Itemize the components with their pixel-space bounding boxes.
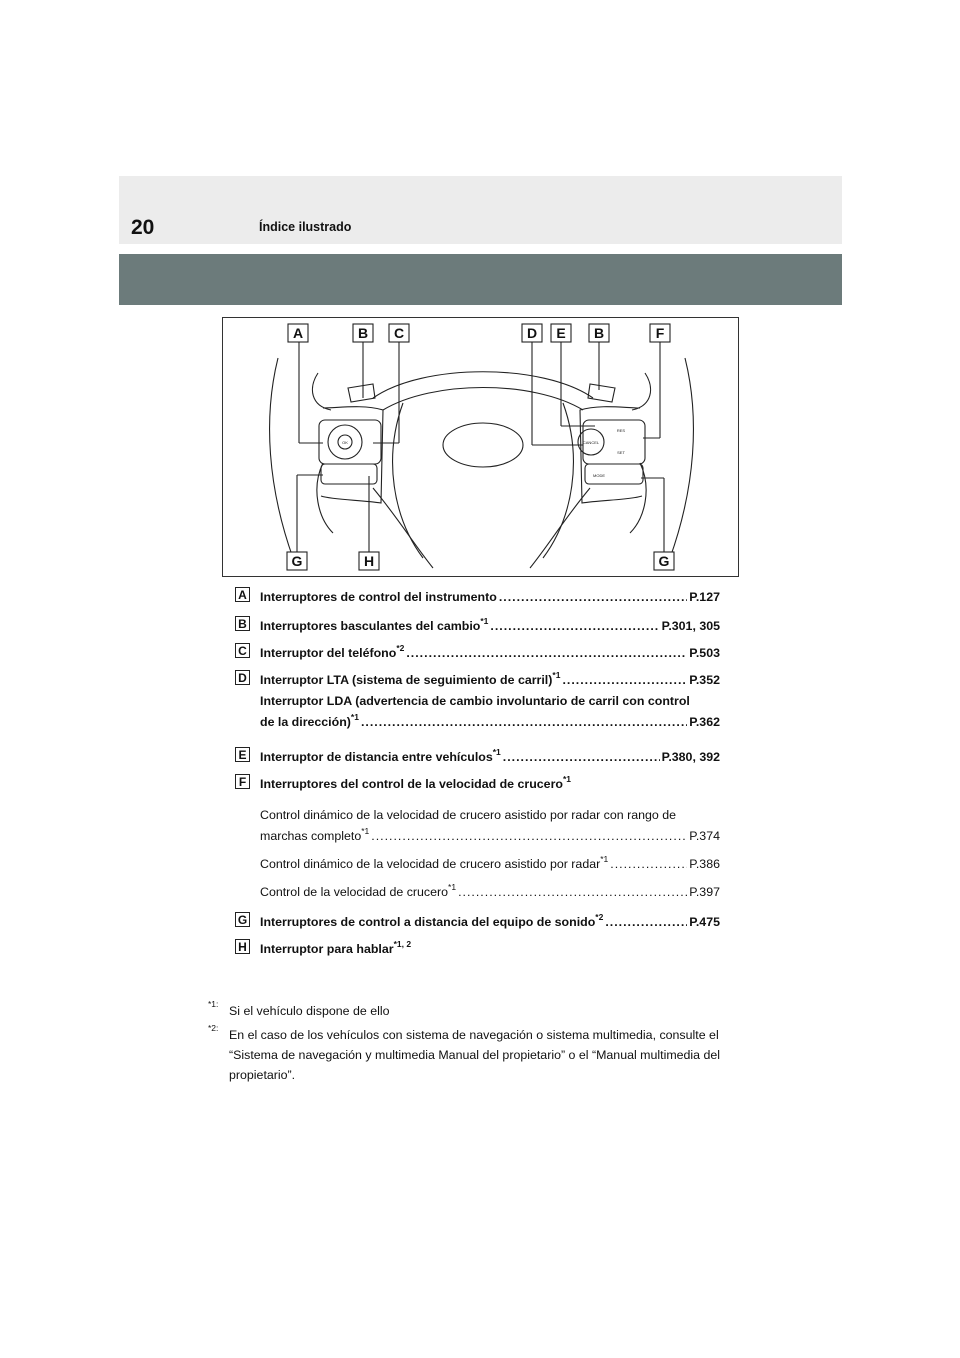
entry-line xyxy=(260,881,720,899)
entry-line xyxy=(260,938,720,956)
page-reference: P.127 xyxy=(689,590,720,604)
leader-dots xyxy=(406,646,687,660)
entry-letter-badge: G xyxy=(235,912,250,927)
leader-dots xyxy=(610,857,687,871)
footnote-ref: *1, 2 xyxy=(393,938,412,949)
entry-text: Interruptores basculantes del cambio xyxy=(260,619,481,633)
footnote-ref: *1 xyxy=(448,881,457,892)
entry-line xyxy=(260,808,720,822)
res-button-label: RES xyxy=(616,428,626,433)
entry-text: Interruptor para hablar xyxy=(260,942,394,956)
entry-line xyxy=(260,773,720,791)
callout-c: C xyxy=(393,325,405,341)
page-reference: P.386 xyxy=(689,857,720,871)
entry-line xyxy=(260,711,720,729)
callout-e: E xyxy=(556,325,566,341)
entry-line xyxy=(260,669,720,687)
steering-wheel-illustration xyxy=(222,317,739,577)
callout-a: A xyxy=(292,325,304,341)
footnote-text: Si el vehículo dispone de ello xyxy=(229,1004,390,1018)
page-reference: P.301, 305 xyxy=(661,619,720,633)
header-band xyxy=(119,254,842,305)
ok-button-label: OK xyxy=(342,440,348,445)
page-reference: P.397 xyxy=(689,885,720,899)
leader-dots xyxy=(562,673,687,687)
entry-text: Control dinámico de la velocidad de crucero asistido por radar xyxy=(260,857,601,871)
entry-text: Interruptores de control a distancia del equipo de sonido xyxy=(260,915,596,929)
page-number: 20 xyxy=(131,216,155,239)
mode-button-label: MODE xyxy=(593,473,605,478)
entry-line xyxy=(260,590,720,604)
entry-letter-badge: B xyxy=(235,616,250,631)
leader-dots xyxy=(458,885,687,899)
footnote-ref: *1 xyxy=(350,711,359,722)
entry-line xyxy=(260,825,720,843)
callout-g-left: G xyxy=(291,553,303,569)
entry-text: Interruptores de control del instrumento xyxy=(260,590,497,604)
footnote-ref: *2 xyxy=(595,911,604,922)
entry-text: Interruptores del control de la velocidad de crucero xyxy=(260,777,563,791)
page-reference: P.352 xyxy=(689,673,720,687)
footnote-ref: *2 xyxy=(396,642,405,653)
entry-line xyxy=(260,615,720,633)
leader-dots xyxy=(490,619,659,633)
footnote-ref: *1 xyxy=(480,615,489,626)
entry-line xyxy=(260,911,720,929)
set-button-label: SET xyxy=(617,450,625,455)
entry-text: Interruptor del teléfono xyxy=(260,646,397,660)
entry-text: de la dirección) xyxy=(260,715,351,729)
entry-line xyxy=(260,853,720,871)
leader-dots xyxy=(361,715,687,729)
footnote-ref: *1 xyxy=(492,746,501,757)
footnote-ref: *1 xyxy=(562,773,572,784)
footnote-text: En el caso de los vehículos con sistema de navegación o sistema multimedia, consulte el “Sistema de navegación y multimedia Manual del propietario” o el “Manual multimedia del propietario”. xyxy=(229,1028,721,1082)
callout-d: D xyxy=(526,325,538,341)
page-reference: P.380, 392 xyxy=(661,750,720,764)
leader-dots xyxy=(605,915,687,929)
leader-dots xyxy=(499,590,687,604)
entry-letter-badge: E xyxy=(235,747,250,762)
footnote-ref: *1 xyxy=(552,669,561,680)
footnote-ref: *1 xyxy=(600,853,609,864)
leader-dots xyxy=(503,750,660,764)
entry-letter-badge: D xyxy=(235,670,250,685)
entry-line xyxy=(260,642,720,660)
leader-dots xyxy=(371,829,687,843)
page-reference: P.475 xyxy=(689,915,720,929)
entry-letter-badge: A xyxy=(235,587,250,602)
entry-text: Control de la velocidad de crucero xyxy=(260,885,449,899)
entry-line xyxy=(260,694,720,708)
footnote-ref: *1 xyxy=(361,825,370,836)
page-reference: P.374 xyxy=(689,829,720,843)
entry-text: Interruptor de distancia entre vehículos xyxy=(260,750,493,764)
callout-h: H xyxy=(363,553,375,569)
footnote: *1: Si el vehículo dispone de ello xyxy=(208,999,390,1018)
callout-b-left: B xyxy=(357,325,369,341)
entry-text: Control dinámico de la velocidad de crucero asistido por radar con rango de xyxy=(260,808,677,822)
callout-g-right: G xyxy=(658,553,670,569)
page-reference: P.503 xyxy=(689,646,720,660)
section-title: Índice ilustrado xyxy=(259,220,352,234)
page-header xyxy=(119,176,842,244)
entry-text: Interruptor LTA (sistema de seguimiento de carril) xyxy=(260,673,553,687)
callout-b-right: B xyxy=(593,325,605,341)
cancel-button-label: CANCEL xyxy=(582,440,600,445)
page-reference: P.362 xyxy=(689,715,720,729)
entry-letter-badge: H xyxy=(235,939,250,954)
callout-f: F xyxy=(655,325,665,341)
entry-text: Interruptor LDA (advertencia de cambio involuntario de carril con control xyxy=(260,694,690,708)
entry-line xyxy=(260,746,720,764)
entry-letter-badge: C xyxy=(235,643,250,658)
footnotes xyxy=(208,1001,748,1085)
entry-letter-badge: F xyxy=(235,774,250,789)
footnote: *2: En el caso de los vehículos con sistema de navegación o sistema multimedia, consulte el “Sistema de navegación y multimedia Manual del propietario” o el “Manual multimedia del propietario”. xyxy=(208,1023,721,1082)
entry-text: marchas completo xyxy=(260,829,362,843)
